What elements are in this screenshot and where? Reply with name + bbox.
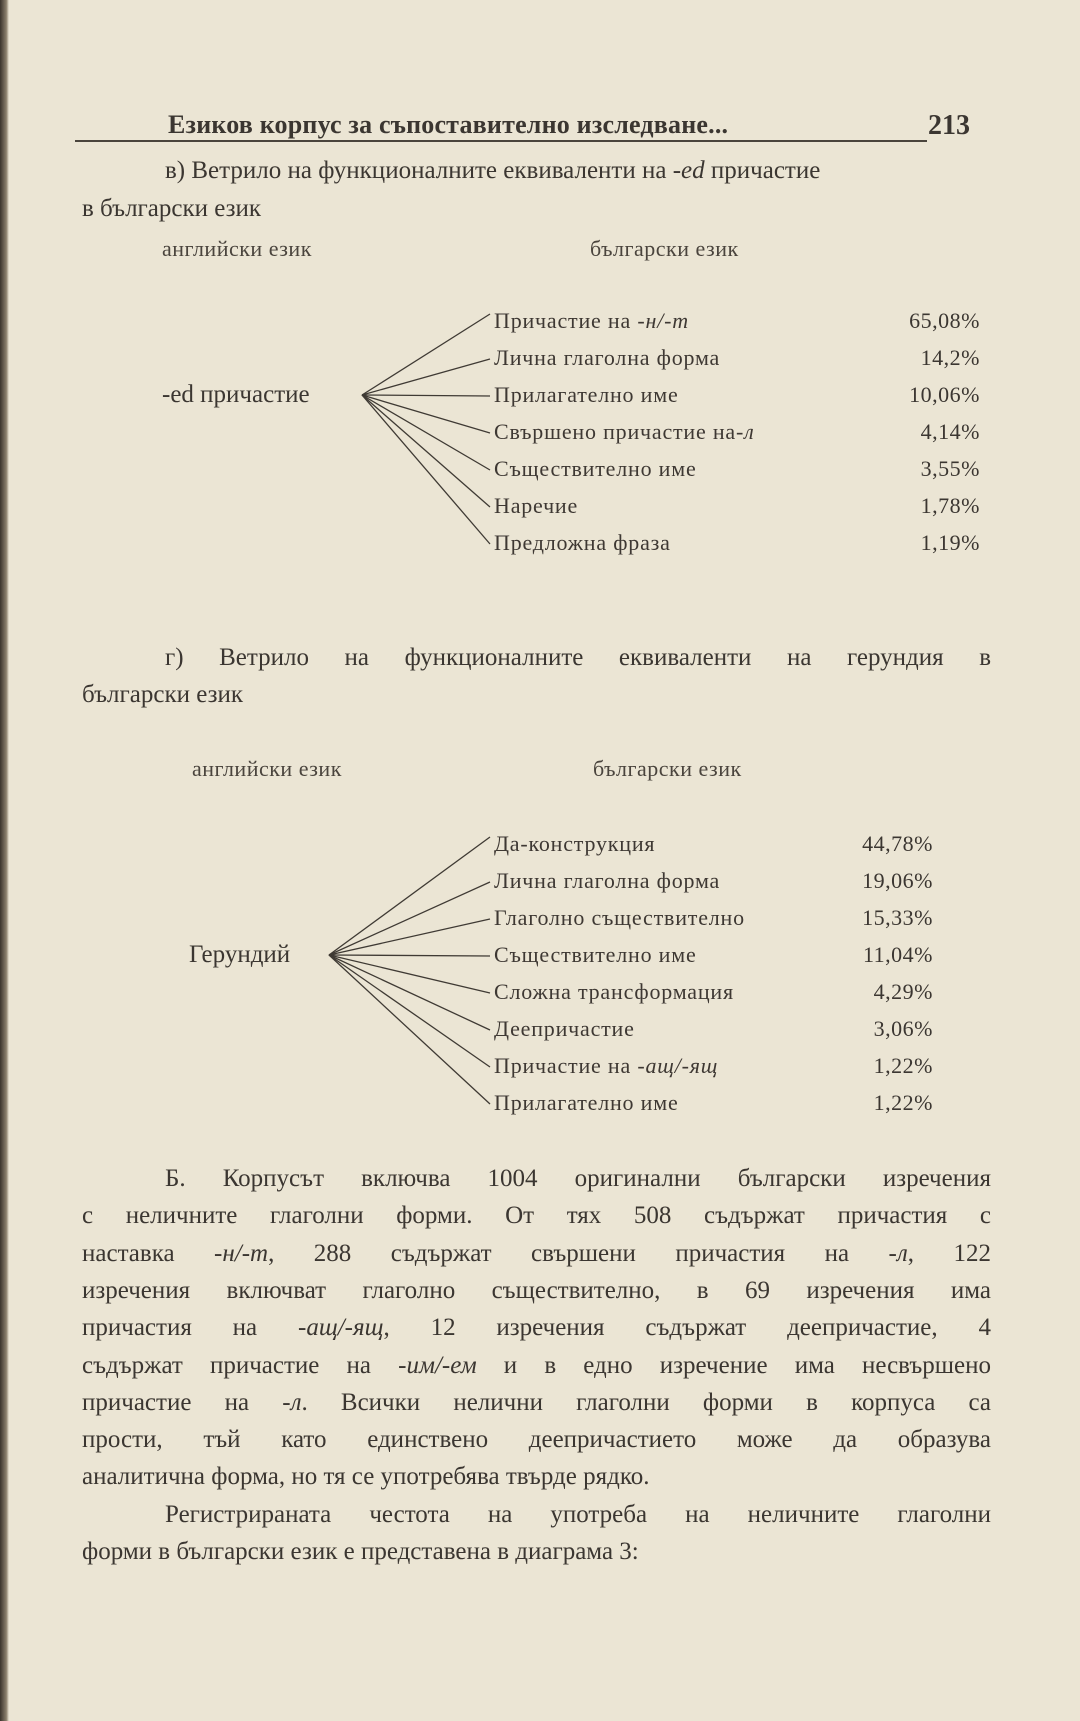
col-header-bulgarian: български език xyxy=(590,236,739,261)
body-text-line: с неличните глаголни форми. От тях 508 съдържат причастия с xyxy=(82,1202,991,1230)
fan-item-percent: 15,33% xyxy=(862,905,933,930)
fan-root: Герундий xyxy=(189,941,291,968)
fan-item-label: Лична глаголна форма xyxy=(494,345,721,370)
fan-branch-line xyxy=(362,395,490,470)
fan-item-percent: 3,06% xyxy=(873,1016,933,1041)
fan-root: -ed причастие xyxy=(162,381,310,408)
fan-branch-line xyxy=(362,314,490,395)
fan-item-percent: 1,19% xyxy=(920,530,980,555)
fan-item-label: Съществително име xyxy=(494,456,697,481)
fan-item-percent: 4,14% xyxy=(920,419,980,444)
body-text-line: Б. Корпусът включва 1004 оригинални български изречения xyxy=(165,1165,991,1192)
body-text-line: съдържат причастие на -им/-ем и в едно изречение има несвършено xyxy=(82,1351,992,1379)
fan-item-percent: 4,29% xyxy=(873,979,933,1004)
fan-item-label: Да-конструкция xyxy=(494,831,656,856)
body-text-line: Регистрираната честота на употреба на неличните глаголни xyxy=(165,1500,991,1528)
fan-item-percent: 14,2% xyxy=(920,345,980,370)
section-v-heading-cont: в български език xyxy=(82,195,262,222)
fan-branch-line xyxy=(362,395,490,507)
fan-item-label: Предложна фраза xyxy=(494,530,671,555)
fan-item-label: Причастие на -н/-т xyxy=(494,308,689,333)
body-text-line: причастие на -л. Всички нелични глаголни форми в корпуса са xyxy=(82,1388,991,1416)
fan-item-percent: 44,78% xyxy=(862,831,933,856)
fan-branch-line xyxy=(362,359,490,395)
fan-item-label: Свършено причастие на-л xyxy=(494,419,755,444)
fan-branch-line xyxy=(362,395,490,433)
section-g-heading: г) Ветрило на функционалните еквиваленти на герундия в xyxy=(165,644,991,671)
fan-item-percent: 3,55% xyxy=(920,456,980,481)
fan-item-label: Прилагателно име xyxy=(494,1090,679,1115)
fan-branch-line xyxy=(329,955,490,956)
col-header-english: английски език xyxy=(162,236,312,261)
section-v-heading: в) Ветрило на функционалните еквиваленти на -ed причастие xyxy=(165,157,821,184)
running-title: Езиков корпус за съпоставително изследване... xyxy=(168,110,729,139)
fan-item-label: Прилагателно име xyxy=(494,382,679,407)
col-header-english: английски език xyxy=(192,756,342,781)
fan-branch-line xyxy=(329,955,490,993)
fan-item-label: Наречие xyxy=(494,493,579,518)
fan-item-percent: 65,08% xyxy=(909,308,980,333)
fan-item-label: Деепричастие xyxy=(494,1016,635,1041)
fan-item-percent: 11,04% xyxy=(862,942,933,967)
page-number: 213 xyxy=(928,110,970,141)
fan-item-label: Причастие на -ащ/-ящ xyxy=(494,1053,719,1078)
fan-branch-line xyxy=(362,395,490,544)
body-text-line: изречения включват глаголно съществително, в 69 изречения има xyxy=(82,1276,991,1304)
fan-item-percent: 1,22% xyxy=(873,1090,933,1115)
fan-item-label: Глаголно съществително xyxy=(494,905,745,930)
body-text-line: аналитична форма, но тя се употребява твърде рядко. xyxy=(82,1463,650,1491)
body-text-line: прости, тъй като единствено деепричастието може да образува xyxy=(82,1426,991,1454)
body-text-line: наставка -н/-т, 288 съдържат свършени причастия на -л, 122 xyxy=(82,1239,991,1267)
fan-branch-line xyxy=(329,955,490,1030)
fan-branch-line xyxy=(329,955,490,1067)
fan-branch-line xyxy=(329,955,490,1104)
fan-item-percent: 19,06% xyxy=(862,868,933,893)
fan-item-label: Съществително име xyxy=(494,942,697,967)
fan-item-percent: 1,78% xyxy=(920,493,980,518)
section-g-heading-cont: български език xyxy=(82,681,244,708)
fan-item-percent: 1,22% xyxy=(873,1053,933,1078)
fan-branch-line xyxy=(329,882,490,955)
fan-item-label: Сложна трансформация xyxy=(494,979,734,1004)
body-text-line: форми в български език е представена в диаграма 3: xyxy=(82,1538,639,1565)
fan-item-label: Лична глаголна форма xyxy=(494,868,721,893)
body-text-line: причастия на -ащ/-ящ, 12 изречения съдържат деепричастие, 4 xyxy=(82,1314,991,1342)
fan-branch-line xyxy=(362,395,490,396)
fan-item-percent: 10,06% xyxy=(909,382,980,407)
col-header-bulgarian: български език xyxy=(593,756,742,781)
